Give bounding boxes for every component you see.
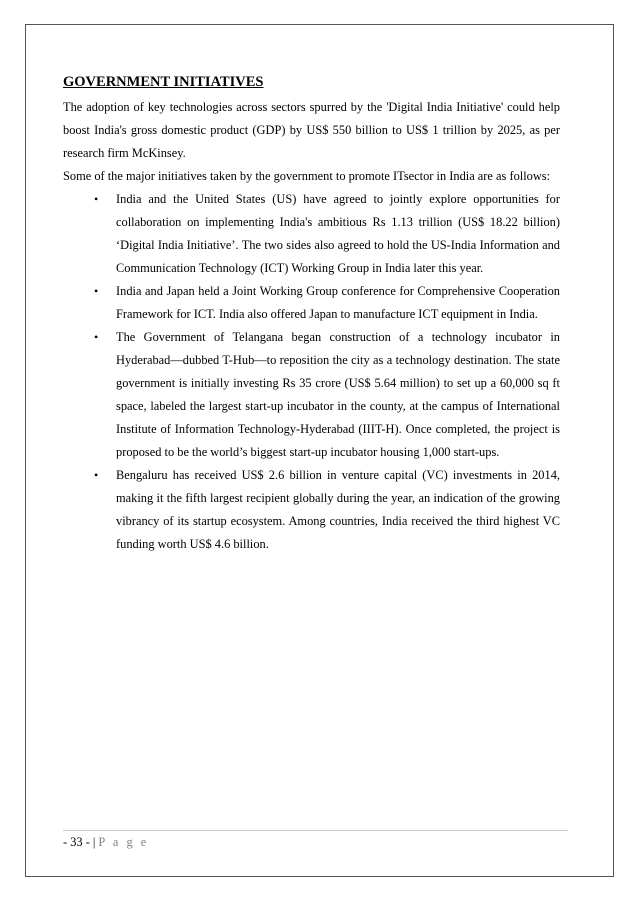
- list-item: [63, 464, 560, 556]
- list-item-text: India and the United States (US) have agreed to jointly explore opportunities for collaboration on implementing India's ambitious Rs 1.13 trillion (US$ 18.22 billion) ‘Digital India Initiative’. The two sides also agreed to hold the US-India Information and Communication Technology (ICT) Working Group in India later this year.: [116, 192, 560, 275]
- page-label: P a g e: [98, 835, 149, 849]
- section-heading: GOVERNMENT INITIATIVES: [63, 74, 264, 90]
- list-item: [63, 280, 560, 326]
- list-item: [63, 188, 560, 280]
- page-number: - 33 -: [63, 835, 90, 849]
- list-item-text: India and Japan held a Joint Working Group conference for Comprehensive Cooperation Framework for ICT. India also offered Japan to manufacture ICT equipment in India.: [116, 284, 560, 321]
- footer-divider: [63, 830, 568, 831]
- initiatives-lead-paragraph: Some of the major initiatives taken by the government to promote ITsector in India are as follows:: [63, 169, 551, 183]
- bullet-icon: •: [94, 468, 99, 482]
- page-content: [63, 72, 560, 556]
- intro-paragraph: The adoption of key technologies across sectors spurred by the 'Digital India Initiative' could help boost India's gross domestic product (GDP) by US$ 550 billion to US$ 1 trillion by 2025, as per research firm McKinsey.: [63, 100, 560, 160]
- initiatives-list: [63, 188, 560, 556]
- footer-separator: |: [92, 835, 96, 849]
- page-footer: [63, 833, 149, 851]
- list-item: [63, 326, 560, 464]
- list-item-text: The Government of Telangana began construction of a technology incubator in Hyderabad—dubbed T-Hub—to reposition the city as a technology destination. The state government is initially investing Rs 35 crore (US$ 5.64 million) to set up a 60,000 sq ft space, labeled the largest start-up incubator in the county, at the campus of International Institute of Information Technology-Hyderabad (IIIT-H). Once completed, the project is proposed to be the world’s biggest start-up incubator housing 1,000 start-ups.: [116, 330, 560, 459]
- bullet-icon: •: [94, 284, 99, 298]
- bullet-icon: •: [94, 192, 99, 206]
- bullet-icon: •: [94, 330, 99, 344]
- list-item-text: Bengaluru has received US$ 2.6 billion in venture capital (VC) investments in 2014, making it the fifth largest recipient globally during the year, an indication of the growing vibrancy of its startup ecosystem. Among countries, India received the third highest VC funding worth US$ 4.6 billion.: [116, 468, 560, 551]
